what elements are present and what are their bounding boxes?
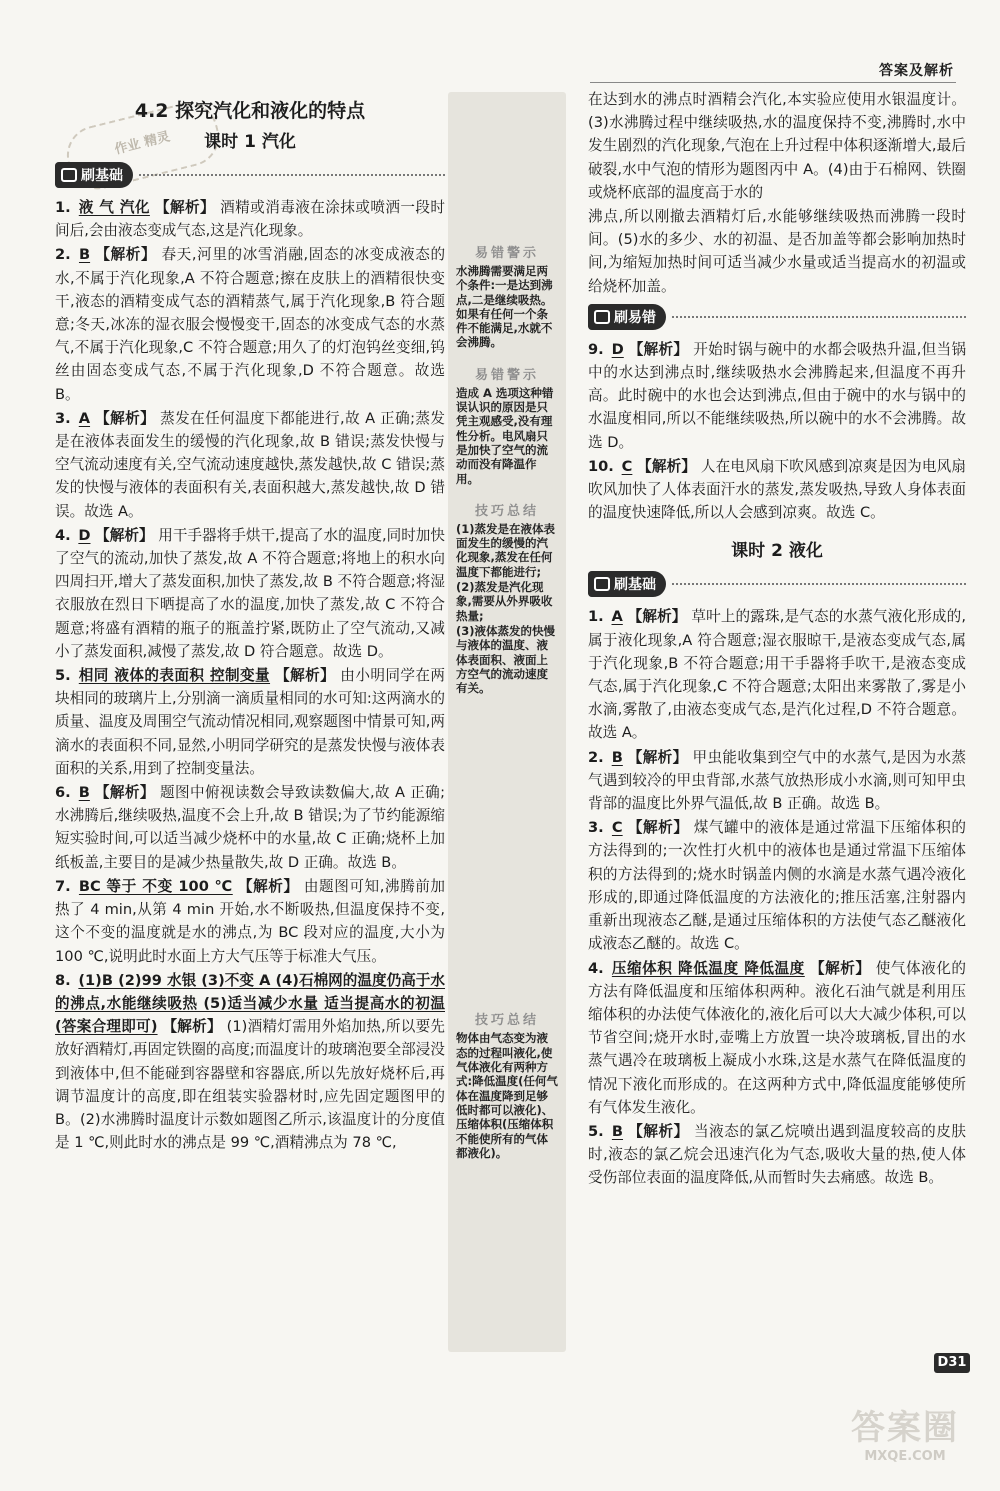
question-number: 6. (55, 784, 71, 802)
question-number: 5. (55, 667, 71, 685)
stamp-seal: 作业 精灵 (61, 96, 226, 195)
tip-title: 技巧总结 (474, 503, 539, 519)
basic2-tag (588, 571, 666, 597)
tag-divider (139, 174, 445, 176)
basic2-tag-row (588, 571, 966, 597)
answer-text: B (78, 784, 90, 802)
book-icon (61, 168, 77, 182)
answer-item (55, 524, 445, 663)
analysis-text: 人在电风扇下吹风感到凉爽是因为电风扇吹风加快了人体表面汗水的蒸发,蒸发吸热,导致人身体表面的温度快速降低,所以人会感到凉爽。故选 C。 (588, 457, 966, 522)
tip-box-2 (448, 364, 566, 486)
question-number: 1. (55, 199, 71, 216)
answer-text: D (78, 526, 91, 544)
answer-item (588, 957, 966, 1119)
tag-divider (672, 316, 966, 318)
answer-text: BC 等于 不变 100 ℃ (78, 877, 233, 895)
lesson2-title: 课时 2 液化 (731, 541, 823, 562)
answer-text: B (78, 246, 91, 264)
question-number: 3. (588, 819, 604, 837)
answer-text: 液 气 汽化 (78, 199, 150, 216)
tip-body (456, 264, 558, 350)
analysis-label: 【解析】 (809, 959, 871, 977)
right-column (588, 88, 966, 1191)
section-title: 4.2 探究汽化和液化的特点 (134, 100, 366, 122)
question-number: 7. (55, 877, 71, 895)
tip-paragraph: 造成 A 选项这种错误认识的原因是只凭主观感受,没有理性分析。电风扇只是加快了空气的流动而没有降温作用。 (456, 385, 554, 486)
tip-title: 技巧总结 (474, 1013, 539, 1029)
answer-text: A (78, 409, 91, 427)
lesson1-title: 课时 1 汽化 (204, 132, 296, 152)
answer-item (55, 664, 445, 780)
answer-item (588, 338, 966, 454)
book-icon (594, 310, 610, 324)
basic2-answer-list (588, 605, 966, 1189)
analysis-label: 【解析】 (628, 340, 689, 358)
question-number: 2. (588, 748, 604, 766)
left-column (55, 92, 445, 1155)
analysis-text: 当液态的氯乙烷喷出遇到温度较高的皮肤时,液态的氯乙烷会迅速汽化为气态,吸收大量的热,使人体受伤部位表面的温度降低,从而暂时失去痛感。故选 B。 (588, 1122, 966, 1187)
answer-item (588, 605, 966, 744)
analysis-text: 由小明同学在两块相同的玻璃片上,分别滴一滴质量相同的水可知:这两滴水的质量、温度及周围空气流动情况相同,观察题图中情景可知,两滴水的表面积不同,显然,小明同学研究的是蒸发快慢与液体表面积的关系,用到了控制变量法。 (55, 667, 446, 777)
analysis-label: 【解析】 (95, 526, 154, 544)
answer-text: (1)B (2)99 水银 (3)不变 A (4)石棉网的温度仍高于水的沸点,水能继续吸热 (5)适当减少水量 适当提高水的初温(答案合理即可) (55, 971, 446, 1036)
answer-item (588, 816, 966, 955)
answer-item (55, 243, 445, 405)
analysis-label: 【解析】 (154, 199, 216, 216)
mistake-tag-label: 刷易错 (614, 309, 656, 326)
question-number: 4. (55, 526, 71, 544)
continued-paragraph: 沸点,所以刚撤去酒精灯后,水能够继续吸热而沸腾一段时间。(5)水的多少、水的初温、是否加盖等都会影响加热时间,为缩短加热时间可适当减少水量或适当提高水的初温或给烧杯加盖。 (588, 208, 966, 295)
mistake-tag (588, 304, 666, 330)
analysis-label: 【解析】 (95, 409, 156, 427)
tip-paragraph: 物体由气态变为液态的过程叫液化,使气体液化有两种方式:降低温度(任何气体在温度降到足够低时都可以液化)、压缩体积(压缩体积不能使所有的气体都液化)。 (456, 1031, 558, 1160)
question-number: 8. (55, 971, 71, 989)
book-icon (594, 577, 610, 591)
tip-title: 易错警示 (474, 246, 539, 261)
mistake-answer-list (588, 338, 966, 525)
question-number: 4. (588, 959, 604, 977)
tip-paragraph: 水沸腾需要满足两个条件:一是达到沸点,二是继续吸热。如果有任何一个条件不能满足,水就不会沸腾。 (456, 264, 553, 350)
analysis-label: 【解析】 (627, 608, 687, 626)
header-label: 答案及解析 (879, 63, 954, 79)
answer-item (588, 1120, 966, 1190)
watermark-text: 答案圈 (851, 1408, 959, 1448)
tip-box-4 (448, 1009, 566, 1160)
analysis-label: 【解析】 (94, 784, 155, 802)
tip-body (456, 386, 558, 486)
answer-text: 相同 液体的表面积 控制变量 (78, 667, 271, 685)
question-number: 9. (588, 340, 604, 358)
watermark-url: MXQE.COM (864, 1449, 946, 1464)
answer-item (55, 781, 445, 874)
tip-paragraph: (3)液体蒸发的快慢与液体的温度、液体表面积、液面上方空气的流动速度有关。 (456, 623, 556, 696)
answer-text: B (611, 1122, 624, 1140)
tips-column (448, 92, 566, 1352)
analysis-text: 春天,河里的冰雪消融,固态的冰变成液态的水,不属于汽化现象,A 不符合题意;擦在皮肤上的酒精很快变干,液态的酒精变成气态的酒精蒸气,属于汽化现象,B 符合题意;冬天,冰冻的湿衣服会慢慢变干,固态的冰变成气态的水蒸气,不属于汽化现象,C 不符合题意;用久了的灯泡钨丝变细,钨丝由固态变成气态,不属于汽化现象,D 不符合题意。故选 B。 (55, 246, 446, 403)
tip-paragraph: (1)蒸发是在液体表面发生的缓慢的汽化现象,蒸发在任何温度下都能进行; (456, 521, 556, 579)
answer-text: C (611, 819, 623, 837)
analysis-text: 草叶上的露珠,是气态的水蒸气液化形成的,属于液化现象,A 符合题意;湿衣服晾干,是液态变成气态,属于汽化现象,B 不符合题意;用干手器将手吹干,是液态变成气态,属于汽化现象,C 不符合题意;太阳出来雾散了,雾是小水滴,雾散了,由液态变成气态,是汽化过程,D 不符合题意。故选 A。 (588, 608, 967, 742)
analysis-label: 【解析】 (627, 819, 689, 837)
basic-tag-row (55, 162, 445, 188)
analysis-text: 使气体液化的方法有降低温度和压缩体积两种。液化石油气就是利用压缩体积的办法使气体液化的,液化后可以大大减少体积,可以节省空间;烧开水时,壶嘴上方放置一块冷玻璃板,冒出的水蒸气遇冷在玻璃板上凝成小水珠,这是水蒸气在降低温度的情况下液化而形成的。在这两种方式中,降低温度能够使所有气体发生液化。 (588, 959, 966, 1116)
basic2-tag-label: 刷基础 (614, 577, 656, 594)
analysis-text: 由题图可知,沸腾前加热了 4 min,从第 4 min 开始,水不断吸热,但温度保持不变,这个不变的温度就是水的沸点,为 BC 段对应的温度,大小为 100 ℃,说明此时水面上方大气压等于标准大气压。 (55, 877, 446, 965)
left-answer-list (55, 196, 445, 1154)
answer-item (55, 969, 445, 1155)
answer-item (55, 407, 445, 523)
analysis-label: 【解析】 (162, 1018, 222, 1036)
analysis-label: 【解析】 (275, 667, 336, 685)
answer-text: C (621, 457, 633, 475)
analysis-label: 【解析】 (627, 748, 688, 766)
tip-body (456, 522, 558, 696)
analysis-text: 煤气罐中的液体是通过常温下压缩体积的方法得到的;一次性打火机中的液体也是通过常温下压缩体积的方法得到的;烧水时锅盖内侧的水滴是水蒸气遇冷液化形成的,即通过降低温度的方法液化的;推压活塞,注射器内重新出现液态乙醚,是通过压缩体积的方法使气态乙醚液化成液态乙醚的。故选 C。 (588, 819, 967, 953)
analysis-text: (1)酒精灯需用外焰加热,所以要先放好酒精灯,再固定铁圈的高度;而温度计的玻璃泡要全部浸没到液体中,但不能碰到容器壁和容器底,所以先放好烧杯后,再调节温度计的高度,即在组装实验器材时,应先固定题图甲的 B。(2)水沸腾时温度计示数如题图乙所示,该温度计的分度值是 1 ℃,则此时水的沸点是 99 ℃,酒精沸点为 78 ℃, (55, 1018, 446, 1152)
analysis-text: 甲虫能收集到空气中的水蒸气,是因为水蒸气遇到较冷的甲虫背部,水蒸气放热形成小水滴,则可知甲虫背部的温度比外界气温低,故 B 正确。故选 B。 (588, 748, 967, 813)
continued-paragraph: 在达到水的沸点时酒精会汽化,本实验应使用水银温度计。(3)水沸腾过程中继续吸热,水的温度保持不变,沸腾时,水中发生剧烈的汽化现象,气泡在上升过程中体积逐渐增大,最后破裂,水中气泡的情形为题图丙中 A。(4)由于石棉网、铁圈或烧杯底部的温度高于水的 (588, 91, 966, 201)
tip-body (456, 1031, 558, 1160)
answer-text: B (611, 748, 623, 766)
basic-tag (55, 162, 133, 188)
tip-box-3 (448, 500, 566, 696)
question-number: 2. (55, 246, 71, 264)
answer-item (55, 875, 445, 968)
page-number: D31 (934, 1353, 970, 1373)
analysis-text: 题图中俯视读数会导致读数偏大,故 A 正确;水沸腾后,继续吸热,温度不会上升,故 B 错误;为了节约能源缩短实验时间,可以适当减少烧杯中的水量,故 C 正确;烧杯上加纸板盖,主要目的是减少热量散失,故 D 正确。故选 B。 (55, 784, 445, 871)
question-number: 5. (588, 1122, 604, 1140)
analysis-label: 【解析】 (628, 1122, 689, 1140)
analysis-text: 蒸发在任何温度下都能进行,故 A 正确;蒸发是在液体表面发生的缓慢的汽化现象,故 B 错误;蒸发快慢与空气流动速度有关,空气流动速度越快,蒸发越快,故 C 错误;蒸发的快慢与液体的表面积有关,表面积越大,蒸发越快,故 D 错误。故选 A。 (55, 409, 446, 520)
mistake-tag-row (588, 304, 966, 330)
question-number: 1. (588, 608, 604, 626)
tip-paragraph: (2)蒸发是汽化现象,需要从外界吸收热量; (456, 580, 553, 623)
question-number: 10. (588, 457, 614, 475)
analysis-text: 酒精或消毒液在涂抹或喷洒一段时间后,会由液态变成气态,这是汽化现象。 (55, 199, 446, 240)
answer-text: D (611, 340, 624, 358)
analysis-label: 【解析】 (237, 877, 299, 895)
analysis-text: 用干手器将手烘干,提高了水的温度,同时加快了空气的流动,加快了蒸发,故 A 不符合题意;将地上的积水向四周扫开,增大了蒸发面积,加快了蒸发,故 B 不符合题意;将湿衣服放在烈日下晒提高了水的温度,加快了蒸发,故 C 不符合题意;将盛有酒精的瓶子的瓶盖拧紧,既防止了空气流动,又减小了蒸发面积,减慢了蒸发,故 D 符合题意。故选 D。 (55, 526, 445, 660)
answer-item (55, 196, 445, 242)
analysis-label: 【解析】 (637, 457, 697, 475)
tip-title: 易错警示 (474, 367, 539, 383)
basic-tag-label: 刷基础 (81, 168, 123, 184)
tag-divider (672, 583, 966, 585)
watermark (820, 1400, 990, 1480)
header-rule (590, 82, 956, 83)
question-number: 3. (55, 409, 71, 427)
answer-text: A (611, 608, 623, 626)
analysis-text: 开始时锅与碗中的水都会吸热升温,但当锅中的水达到沸点时,继续吸热水会沸腾起来,但温度不再升高。此时碗中的水也会达到沸点,但由于碗中的水与锅中的水温度相同,所以不能继续吸热,所以碗中的水不会沸腾。故选 D。 (588, 340, 967, 451)
answer-item (588, 455, 966, 525)
answer-item (588, 746, 966, 816)
answer-text: 压缩体积 降低温度 降低温度 (611, 959, 805, 977)
analysis-label: 【解析】 (95, 246, 157, 264)
tip-box-1 (448, 242, 566, 350)
